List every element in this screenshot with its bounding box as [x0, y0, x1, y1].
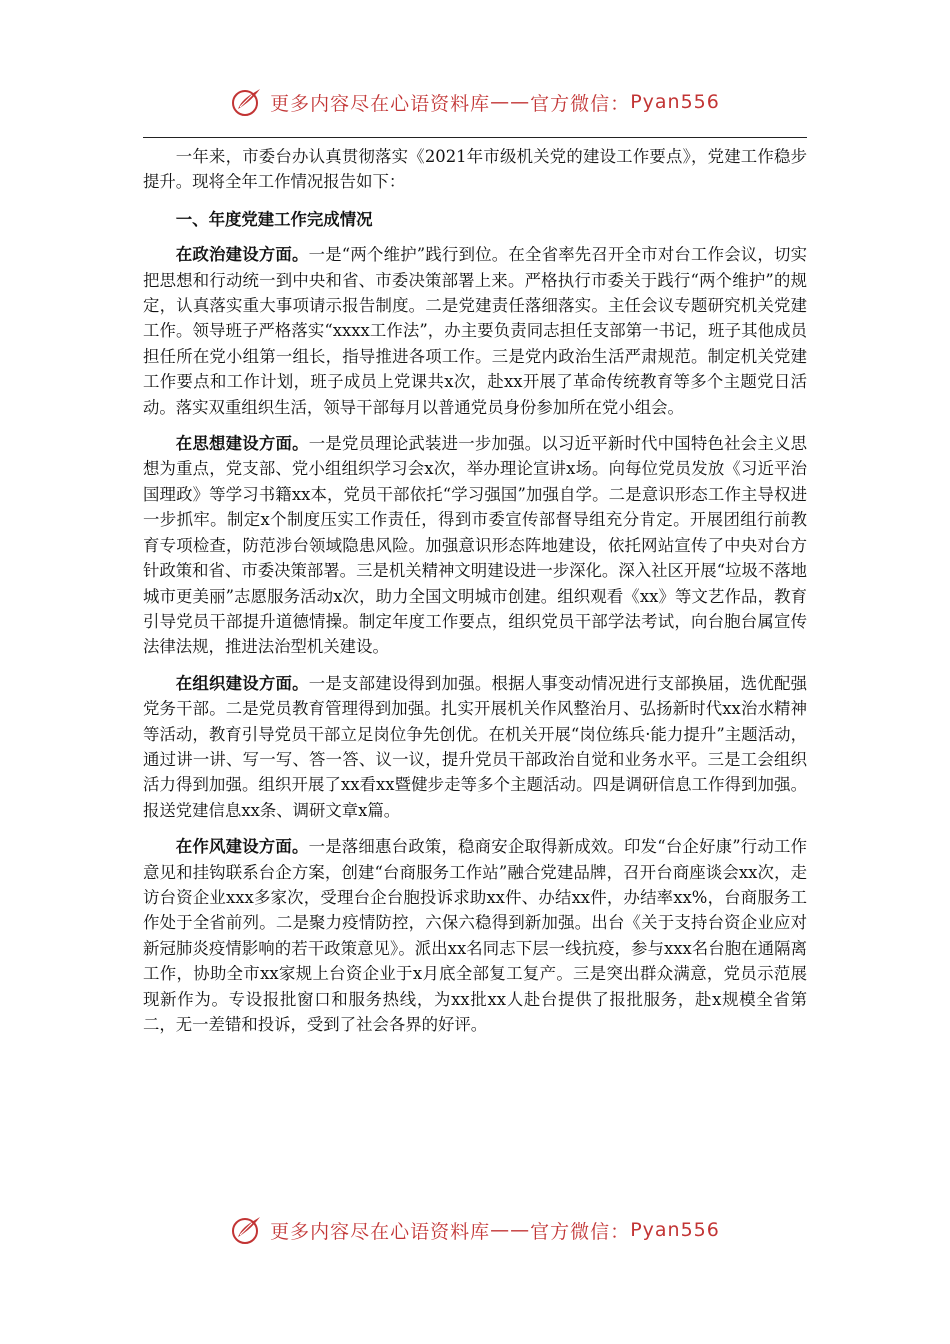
- section-organizational: [143, 671, 807, 823]
- section-body: 一是党员理论武装进一步加强。以习近平新时代中国特色社会主义思想为重点，党支部、党小组组织学习会x次，举办理论宣讲x场。向每位党员发放《习近平治国理政》等学习书籍xx本，党员干部依托“学习强国”加强自学。二是意识形态工作主导权进一步抓牢。制定x个制度压实工作责任，得到市委宣传部督导组充分肯定。开展团组行前教育专项检查，防范涉台领域隐患风险。加强意识形态阵地建设，依托网站宣传了中央对台方针政策和省、市委决策部署。三是机关精神文明建设进一步深化。深入社区开展“垃圾不落地城市更美丽”志愿服务活动x次，助力全国文明城市创建。组织观看《xx》等文艺作品，教育引导党员干部提升道德情操。制定年度工作要点，组织党员干部学法考试，向台胞台属宣传法律法规，推进法治型机关建设。: [143, 434, 808, 657]
- watermark-dash: ——: [490, 91, 531, 113]
- section-heading: 一、年度党建工作完成情况: [175, 209, 373, 229]
- watermark-wechat-label: 官方微信：: [530, 92, 631, 115]
- document-body: [143, 144, 807, 1048]
- section-ideological: [143, 431, 807, 660]
- footer-watermark: [0, 1210, 950, 1250]
- watermark-wechat-id: Pyan556: [630, 91, 720, 113]
- watermark-dash: ——: [490, 1219, 531, 1241]
- leaf-pen-logo-icon: [230, 85, 264, 119]
- watermark-site-text: 更多内容尽在心语资料库: [270, 92, 491, 115]
- section-political: [143, 242, 807, 420]
- intro-paragraph: 一年来，市委台办认真贯彻落实《2021年市级机关党的建设工作要点》，党建工作稳步提升。现将全年工作情况报告如下：: [143, 147, 807, 192]
- header-watermark: [0, 82, 950, 122]
- section-body: 一是支部建设得到加强。根据人事变动情况进行支部换届，选优配强党务干部。二是党员教育管理得到加强。扎实开展机关作风整治月、弘扬新时代xx治水精神等活动，教育引导党员干部立足岗位争先创优。在机关开展“岗位练兵·能力提升”主题活动，通过讲一讲、写一写、答一答、议一议，提升党员干部政治自觉和业务水平。三是工会组织活力得到加强。组织开展了xx看xx暨健步走等多个主题活动。四是调研信息工作得到加强。报送党建信息xx条、调研文章x篇。: [143, 673, 808, 820]
- watermark-wechat-label: 官方微信：: [530, 1220, 631, 1243]
- section-lead: 在政治建设方面。: [175, 245, 309, 265]
- header-divider: [143, 137, 807, 138]
- section-body: 一是“两个维护”践行到位。在全省率先召开全市对台工作会议，切实把思想和行动统一到中央和省、市委决策部署上来。严格执行市委关于践行“两个维护”的规定，认真落实重大事项请示报告制度。二是党建责任落细落实。主任会议专题研究机关党建工作。领导班子严格落实“xxxx工作法”，办主要负责同志担任支部第一书记，班子其他成员担任所在党小组第一组长，指导推进各项工作。三是党内政治生活严肃规范。制定机关党建工作要点和工作计划，班子成员上党课共x次，赴xx开展了革命传统教育等多个主题党日活动。落实双重组织生活，领导干部每月以普通党员身份参加所在党小组会。: [143, 245, 807, 417]
- watermark-wechat-id: Pyan556: [630, 1219, 720, 1241]
- section-lead: 在作风建设方面。: [175, 837, 309, 857]
- section-work-style: [143, 834, 807, 1037]
- section-lead: 在组织建设方面。: [175, 673, 309, 693]
- leaf-pen-logo-icon: [230, 1213, 264, 1247]
- section-lead: 在思想建设方面。: [175, 434, 309, 454]
- section-body: 一是落细惠台政策，稳商安企取得新成效。印发“台企好康”行动工作意见和挂钩联系台企方案，创建“台商服务工作站”融合党建品牌，召开台商座谈会xx次，走访台资企业xxx多家次，受理台企台胞投诉求助xx件、办结xx件，办结率xx%，台商服务工作处于全省前列。二是聚力疫情防控，六保六稳得到新加强。出台《关于支持台资企业应对新冠肺炎疫情影响的若干政策意见》。派出xx名同志下层一线抗疫，参与xxx名台胞在通隔离工作，协助全市xx家规上台资企业于x月底全部复工复产。三是突出群众满意，党员示范展现新作为。专设报批窗口和服务热线，为xx批xx人赴台提供了报批服务，赴x规模全省第二，无一差错和投诉，受到了社会各界的好评。: [143, 837, 807, 1034]
- watermark-site-text: 更多内容尽在心语资料库: [270, 1220, 491, 1243]
